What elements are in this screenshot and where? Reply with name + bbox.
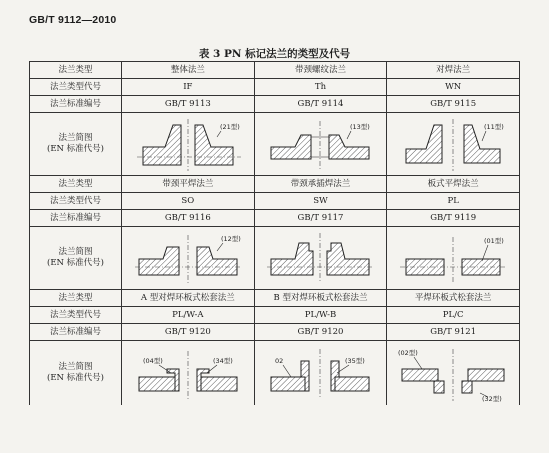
row-label-figure-line1: 法兰简图	[58, 362, 93, 372]
figure-cell	[122, 113, 255, 176]
figure-cell	[122, 341, 255, 406]
table-row-figure	[30, 227, 520, 290]
row-label-figure-line2: (EN 标准代号)	[47, 144, 104, 154]
callout-label: (34型)	[212, 357, 233, 365]
lapped-flange-type-b-drawing	[261, 343, 379, 403]
figure-cell	[122, 227, 255, 290]
callout-label: (35型)	[345, 357, 366, 365]
cell-std: GB/T 9117	[254, 210, 387, 227]
table-row-type	[30, 176, 520, 193]
table-row-code	[30, 193, 520, 210]
slip-on-hubbed-flange-drawing	[129, 229, 247, 287]
row-label-figure	[30, 227, 122, 290]
cell-std: GB/T 9121	[387, 324, 520, 341]
cell-std: GB/T 9120	[122, 324, 255, 341]
callout-label: (11型)	[484, 123, 504, 131]
weld-neck-flange-drawing	[394, 115, 512, 173]
table-row-figure	[30, 341, 520, 406]
cell-code: PL	[387, 193, 520, 210]
table-row-std	[30, 324, 520, 341]
cell-code: PL/W-B	[254, 307, 387, 324]
cell-type: 整体法兰	[122, 62, 255, 79]
cell-type: B 型对焊环板式松套法兰	[254, 290, 387, 307]
callout-label: (01型)	[484, 237, 504, 245]
table-row-code	[30, 307, 520, 324]
row-label-code: 法兰类型代号	[30, 193, 122, 210]
cell-type: A 型对焊环板式松套法兰	[122, 290, 255, 307]
cell-code: SO	[122, 193, 255, 210]
row-label-std: 法兰标准编号	[30, 210, 122, 227]
callout-label: (13型)	[350, 123, 371, 131]
lapped-flange-type-a-drawing	[129, 343, 247, 403]
table-row-std	[30, 96, 520, 113]
cell-code: SW	[254, 193, 387, 210]
table-row-std	[30, 210, 520, 227]
cell-std: GB/T 9114	[254, 96, 387, 113]
callout-label: (21型)	[219, 123, 240, 131]
callout-label: (12型)	[220, 235, 241, 243]
cell-type: 板式平焊法兰	[387, 176, 520, 193]
cell-code: PL/W-A	[122, 307, 255, 324]
cell-type: 平焊环板式松套法兰	[387, 290, 520, 307]
cell-type: 带颈承插焊法兰	[254, 176, 387, 193]
cell-std: GB/T 9115	[387, 96, 520, 113]
row-label-std: 法兰标准编号	[30, 96, 122, 113]
figure-cell	[254, 227, 387, 290]
row-label-code: 法兰类型代号	[30, 307, 122, 324]
row-label-type: 法兰类型	[30, 290, 122, 307]
figure-cell	[254, 113, 387, 176]
slip-on-lapped-flange-drawing	[394, 343, 512, 403]
row-label-figure	[30, 341, 122, 406]
cell-std: GB/T 9120	[254, 324, 387, 341]
figure-cell	[387, 113, 520, 176]
cell-std: GB/T 9113	[122, 96, 255, 113]
row-label-type: 法兰类型	[30, 176, 122, 193]
figure-cell	[387, 341, 520, 406]
cell-std: GB/T 9116	[122, 210, 255, 227]
callout-label: (04型)	[142, 357, 163, 365]
row-label-type: 法兰类型	[30, 62, 122, 79]
table-row-figure	[30, 113, 520, 176]
cell-type: 对焊法兰	[387, 62, 520, 79]
figure-cell	[254, 341, 387, 406]
plate-flange-drawing	[394, 229, 512, 287]
row-label-figure-line1: 法兰简图	[58, 247, 93, 257]
cell-code: WN	[387, 79, 520, 96]
row-label-figure-line1: 法兰简图	[58, 133, 93, 143]
callout-label: (32型)	[482, 395, 502, 403]
threaded-flange-drawing	[261, 115, 379, 173]
cell-code: PL/C	[387, 307, 520, 324]
cell-code: Th	[254, 79, 387, 96]
socket-weld-flange-drawing	[261, 229, 379, 287]
row-label-figure	[30, 113, 122, 176]
table-row-code	[30, 79, 520, 96]
row-label-code: 法兰类型代号	[30, 79, 122, 96]
row-label-figure-line2: (EN 标准代号)	[47, 258, 104, 268]
cell-code: IF	[122, 79, 255, 96]
table-row-type	[30, 290, 520, 307]
integral-flange-drawing	[129, 115, 247, 173]
callout-label: 02	[275, 357, 284, 365]
callout-label: (02型)	[398, 349, 418, 357]
row-label-figure-line2: (EN 标准代号)	[47, 373, 104, 383]
row-label-std: 法兰标准编号	[30, 324, 122, 341]
figure-cell	[387, 227, 520, 290]
cell-type: 带颈平焊法兰	[122, 176, 255, 193]
cell-std: GB/T 9119	[387, 210, 520, 227]
table-caption: 表 3 PN 标记法兰的类型及代号	[198, 48, 351, 60]
cell-type: 带颈螺纹法兰	[254, 62, 387, 79]
standard-header: GB/T 9112—2010	[29, 14, 117, 26]
flange-type-table	[29, 61, 520, 405]
table-row-type	[30, 62, 520, 79]
